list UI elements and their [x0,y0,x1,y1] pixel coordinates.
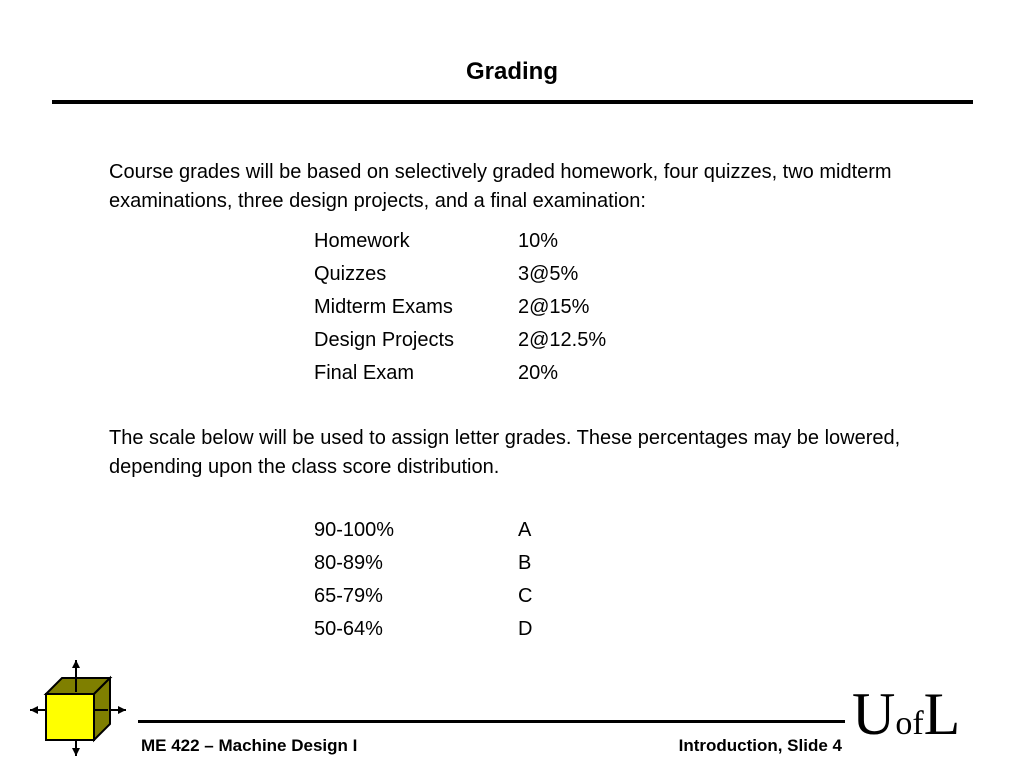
weight-item: Midterm Exams [314,296,453,318]
title-divider [52,100,973,104]
uofl-logo [852,681,961,754]
logo-of: of [895,705,924,742]
footer-divider [138,720,845,723]
table-row [314,291,606,324]
scale-range: 80-89% [314,552,383,574]
weight-item: Quizzes [314,263,387,285]
scale-grade: B [518,552,532,574]
table-row [314,613,532,646]
course-name: ME 422 – Machine Design I [141,736,358,755]
table-row [314,258,606,291]
logo-l: L [923,681,961,747]
intro-paragraph: Course grades will be based on selectively graded homework, four quizzes, two midterm examinations, three design projects, and a final examination: [109,161,892,212]
logo-u: U [852,681,896,747]
weight-value: 20% [518,362,559,384]
table-row [314,357,606,390]
weight-value: 2@12.5% [518,329,607,351]
scale-grade: C [518,585,533,607]
slide-title: Grading [465,58,558,85]
table-row [314,514,532,547]
weight-item: Homework [314,230,410,252]
table-row [314,324,606,357]
table-row [314,225,606,258]
table-row [314,547,532,580]
scale-range: 65-79% [314,585,383,607]
slide-number: Introduction, Slide 4 [678,736,842,755]
weight-item: Design Projects [314,329,455,351]
scale-grade: A [518,519,532,541]
grade-weights-table [314,225,606,390]
scale-range: 50-64% [314,618,383,640]
scale-range: 90-100% [314,519,395,541]
scale-grade: D [518,618,533,640]
cube-axes-icon [28,658,130,760]
scale-paragraph: The scale below will be used to assign letter grades. These percentages may be lowered, depending upon the class score distribution. [109,427,901,478]
letter-grade-scale-table [314,514,532,646]
weight-value: 2@15% [518,296,590,318]
weight-value: 10% [518,230,559,252]
weight-item: Final Exam [314,362,415,384]
weight-value: 3@5% [518,263,579,285]
table-row [314,580,532,613]
